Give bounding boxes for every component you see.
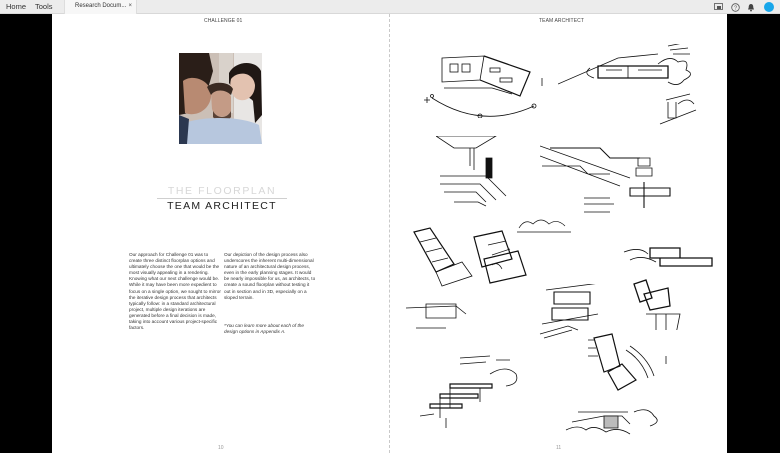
notification-bell-icon[interactable] bbox=[746, 2, 756, 12]
app-toolbar bbox=[0, 0, 780, 14]
tab-label: Research Docum... bbox=[75, 3, 127, 9]
body-text-column-2: Our depiction of the design process also underscores the inherent multi-dimensional nature of an architectural design process, even in the early planning stages. It would be nearly impossible for us, as architects, to create a sound floorplan without testing it out in section and in 3D, especially on a sloped terrain. bbox=[224, 252, 316, 300]
footnote: *You can learn more about each of the design options in Appendix A. bbox=[224, 323, 305, 335]
sketch-floating-on-stilts bbox=[420, 354, 530, 429]
help-icon[interactable] bbox=[730, 2, 740, 12]
page-number-left: 10 bbox=[218, 445, 224, 451]
sketch-perspective-stairs bbox=[436, 136, 516, 208]
sketch-rotated-plan-a bbox=[406, 224, 476, 334]
user-avatar[interactable] bbox=[764, 2, 774, 12]
section-title-team-architect: TEAM ARCHITECT bbox=[167, 200, 277, 212]
team-photo bbox=[179, 53, 262, 144]
running-head-right: TEAM ARCHITECT bbox=[539, 18, 585, 24]
svg-text:?: ? bbox=[733, 5, 737, 11]
sketch-section-trees bbox=[558, 44, 698, 134]
page-right bbox=[390, 14, 727, 453]
section-title-floorplan: THE FLOORPLAN bbox=[167, 185, 277, 197]
sketch-site-plan bbox=[422, 50, 547, 118]
nav-tools[interactable]: Tools bbox=[35, 2, 53, 11]
running-head-left: CHALLENGE 01 bbox=[204, 18, 243, 24]
sketch-elevation-trees bbox=[515, 214, 575, 234]
sketch-sloped-sections bbox=[540, 138, 680, 218]
body-text-column-1: Our approach for Challenge 01 was to create three distinct floorplan options and ultimately choose the one that would be the most visually appealing in a rendering. Knowing what our next challenge would be. While it may have been more expedient to focus on a single option, we sought to mirror the iterative design process that architects typically follow: in a standard architectural project, multiple design iterations are generated before a final decision is made, taking into account various project-specific factors. bbox=[129, 252, 221, 331]
page-left bbox=[52, 14, 389, 453]
tab-research-document[interactable] bbox=[64, 0, 137, 14]
sketch-rotated-plan-b bbox=[470, 229, 530, 299]
sketch-plan-and-perspective bbox=[558, 330, 673, 445]
sketch-cantilever-blocks bbox=[620, 240, 715, 330]
nav-home[interactable]: Home bbox=[6, 2, 27, 11]
page-number-right: 11 bbox=[556, 445, 562, 451]
tab-close-icon[interactable]: × bbox=[128, 3, 132, 9]
screen-share-icon[interactable] bbox=[713, 2, 723, 12]
title-divider bbox=[157, 198, 287, 199]
document-viewer bbox=[52, 14, 727, 453]
